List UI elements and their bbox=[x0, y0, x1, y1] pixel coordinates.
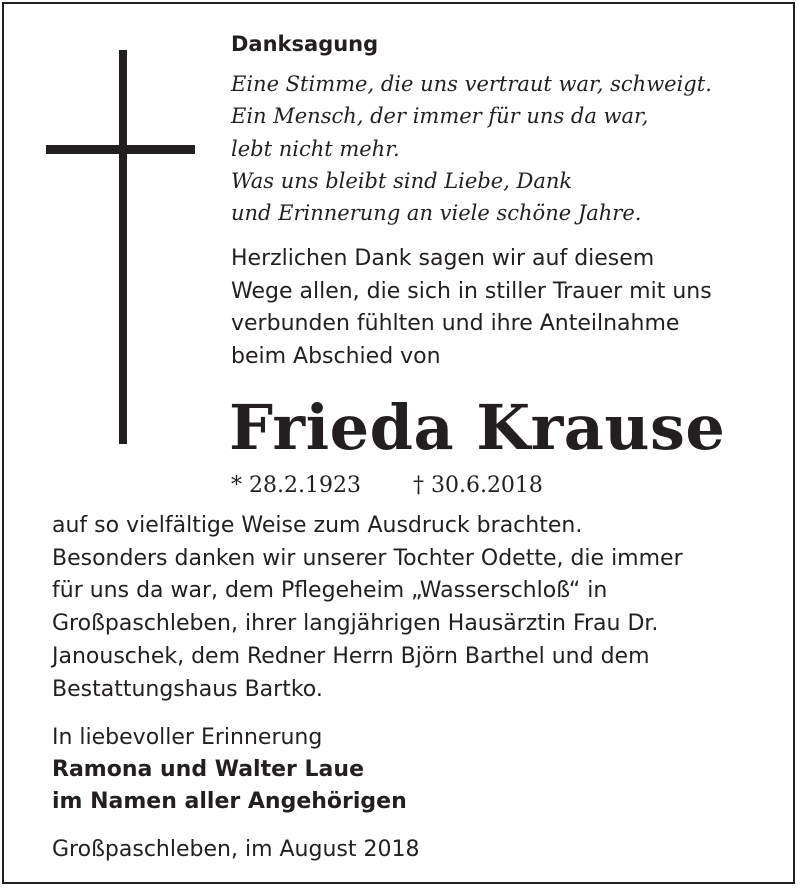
thanks-line: Wege allen, die sich in stiller Trauer mit uns bbox=[231, 278, 712, 304]
body-line: Janouschek, dem Redner Herrn Björn Barthel und dem bbox=[52, 643, 650, 669]
thanks-paragraph bbox=[231, 243, 712, 373]
poem-line: Ein Mensch, der immer für uns da war, bbox=[231, 104, 649, 129]
thanks-line: beim Abschied von bbox=[231, 343, 441, 369]
thanks-line: Herzlichen Dank sagen wir auf diesem bbox=[231, 246, 655, 271]
poem-line: Eine Stimme, die uns vertraut war, schweigt. bbox=[231, 72, 712, 96]
death-date: † 30.6.2018 bbox=[412, 473, 543, 498]
notice-heading: Danksagung bbox=[231, 32, 379, 56]
poem-block bbox=[231, 68, 712, 229]
body-line: Besonders danken wir unserer Tochter Odette, die immer bbox=[52, 545, 683, 571]
body-line: auf so vielfältige Weise zum Ausdruck brachten. bbox=[52, 513, 583, 538]
signatory-family: im Namen aller Angehörigen bbox=[52, 789, 407, 814]
closing-line: In liebevoller Erinnerung bbox=[52, 725, 323, 750]
cross-horizontal-bar bbox=[46, 145, 195, 154]
thanks-line: verbunden fühlten und ihre Anteilnahme bbox=[231, 311, 680, 336]
acknowledgement-paragraph bbox=[52, 510, 683, 706]
life-dates bbox=[231, 470, 543, 502]
signatory-names: Ramona und Walter Laue bbox=[52, 757, 364, 782]
deceased-name: Frieda Krause bbox=[229, 391, 726, 464]
body-line: für uns da war, dem Pflegeheim „Wasserschloß“ in bbox=[52, 578, 608, 604]
birth-date: * 28.2.1923 bbox=[231, 473, 361, 498]
closing-block bbox=[52, 722, 407, 818]
poem-line: Was uns bleibt sind Liebe, Dank bbox=[231, 168, 573, 193]
cross-vertical-bar bbox=[119, 50, 127, 444]
place-and-date: Großpaschleben, im August 2018 bbox=[52, 837, 420, 862]
body-line: Großpaschleben, ihrer langjährigen Hausärztin Frau Dr. bbox=[52, 611, 659, 637]
poem-line: und Erinnerung an viele schöne Jahre. bbox=[231, 201, 642, 226]
body-line: Bestattungshaus Bartko. bbox=[52, 676, 323, 702]
poem-line: lebt nicht mehr. bbox=[231, 136, 400, 161]
